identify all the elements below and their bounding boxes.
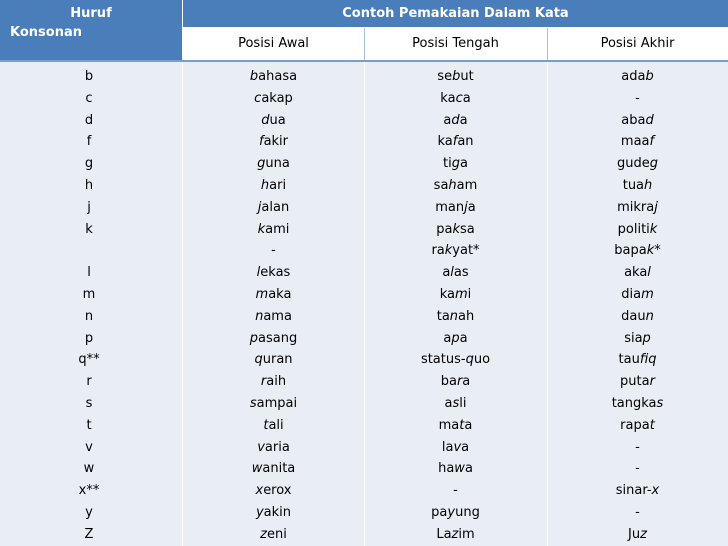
word-part: mikra: [617, 199, 655, 215]
tengah-word-cell: [364, 88, 547, 110]
akhir-word-cell: [547, 240, 728, 262]
letter-cell: [0, 328, 182, 350]
word-part: alan: [261, 199, 290, 215]
word-part: akin: [263, 504, 292, 520]
awal-word-cell: [183, 197, 364, 219]
awal-word-cell: [183, 502, 364, 524]
subheader-divider: [364, 28, 365, 60]
word-part: a: [460, 156, 468, 172]
awal-word-cell: [183, 306, 364, 328]
word-part: man: [435, 199, 465, 215]
word-part: ada: [621, 69, 646, 84]
word-part: dau: [621, 308, 646, 324]
awal-word-cell: [183, 328, 364, 350]
highlighted-consonant: p: [642, 330, 651, 346]
letter-cell: [0, 262, 182, 284]
akhir-word-cell: [547, 328, 728, 350]
word-part: gude: [616, 156, 650, 172]
highlighted-consonant: l: [256, 265, 261, 281]
word-part: sinar-: [615, 483, 652, 499]
highlighted-consonant: h: [260, 177, 270, 193]
highlighted-consonant: g: [257, 156, 266, 172]
letters-column: [0, 66, 182, 546]
highlighted-consonant: k: [452, 221, 460, 237]
tengah-word-cell: [364, 524, 547, 546]
highlighted-consonant: h: [644, 177, 653, 193]
word-part: ampai: [256, 395, 298, 411]
word-part: aba: [621, 112, 646, 128]
tengah-word-cell: [364, 328, 547, 350]
letter-text: Z: [84, 526, 94, 542]
word-part: pa: [436, 221, 453, 237]
word-part: una: [265, 156, 290, 172]
akhir-word-cell: [547, 415, 728, 437]
highlighted-consonant: f: [452, 134, 458, 150]
highlighted-consonant: t: [459, 417, 465, 433]
word-part: la: [441, 439, 454, 455]
word-part: li: [459, 395, 467, 411]
word-part: tua: [622, 177, 645, 193]
letter-text: c: [85, 90, 93, 106]
letter-cell: [0, 393, 182, 415]
highlighted-consonant: b: [645, 69, 654, 84]
akhir-word-cell: [547, 458, 728, 480]
word-part: ba: [440, 374, 457, 390]
word-part: yat*: [452, 243, 480, 259]
contoh-pemakaian-header: Contoh Pemakaian Dalam Kata: [342, 6, 569, 21]
highlighted-consonant: z: [451, 526, 459, 542]
highlighted-consonant: x: [255, 483, 264, 499]
highlighted-consonant: n: [255, 308, 264, 324]
word-part: ah: [458, 308, 475, 324]
word-part: aria: [264, 439, 290, 455]
posisi-akhir-column: [547, 66, 728, 546]
word-part: ama: [263, 308, 292, 324]
tengah-word-cell: [364, 219, 547, 241]
word-part: La: [436, 526, 452, 542]
word-part: rapa: [620, 417, 650, 433]
word-part: pa: [431, 504, 448, 520]
word-part: a: [442, 265, 451, 281]
akhir-word-cell: [547, 131, 728, 153]
word-part: bapa: [614, 243, 647, 259]
akhir-word-cell: [547, 175, 728, 197]
word-part: anita: [262, 461, 296, 477]
word-part: ta: [436, 308, 450, 324]
letter-cell: [0, 88, 182, 110]
word-part: a: [461, 439, 470, 455]
highlighted-consonant: z: [260, 526, 267, 542]
word-part: tau: [618, 352, 640, 368]
letter-cell: [0, 415, 182, 437]
word-part: a: [464, 461, 473, 477]
word-part: as: [453, 265, 469, 281]
letter-text: f: [86, 134, 92, 150]
tengah-word-cell: [364, 415, 547, 437]
posisi-tengah-header: Posisi Tengah: [412, 36, 499, 51]
tengah-word-cell: [364, 153, 547, 175]
tengah-word-cell: [364, 175, 547, 197]
word-part: aka: [624, 265, 648, 281]
tengah-word-cell: [364, 393, 547, 415]
highlighted-consonant: c: [254, 90, 262, 106]
awal-word-cell: [183, 131, 364, 153]
akhir-word-cell: [547, 306, 728, 328]
letter-text: h: [84, 177, 94, 193]
letter-cell: [0, 131, 182, 153]
highlighted-consonant: k: [649, 221, 658, 237]
highlighted-consonant: t: [649, 417, 655, 433]
highlighted-consonant: k: [257, 221, 266, 237]
highlighted-consonant: j: [464, 199, 468, 215]
tengah-word-cell: [364, 502, 547, 524]
highlighted-consonant: y: [255, 504, 264, 520]
letter-cell: [0, 371, 182, 393]
word-part: ami: [265, 221, 290, 237]
highlighted-consonant: y: [447, 504, 456, 520]
word-part: sa: [460, 221, 475, 237]
word-part: erox: [263, 483, 292, 499]
word-part: im: [458, 526, 475, 542]
awal-word-cell: [183, 393, 364, 415]
highlighted-consonant: j: [654, 199, 658, 215]
highlighted-consonant: p: [249, 330, 259, 346]
akhir-word-cell: [547, 66, 728, 88]
awal-word-cell: [183, 349, 364, 371]
huruf-header-line1: Huruf: [70, 6, 112, 21]
highlighted-consonant: q: [254, 352, 263, 368]
akhir-word-cell: [547, 197, 728, 219]
akhir-word-cell: [547, 219, 728, 241]
akhir-word-cell: [547, 393, 728, 415]
highlighted-consonant: fiq: [639, 352, 657, 368]
awal-word-cell: [183, 371, 364, 393]
highlighted-consonant: d: [645, 112, 654, 128]
awal-word-cell: [183, 262, 364, 284]
word-part: am: [456, 177, 478, 193]
word-part: maa: [620, 134, 650, 150]
word-part: aih: [266, 374, 287, 390]
word-part: Ju: [628, 526, 641, 542]
word-part: ut: [460, 69, 474, 84]
highlighted-consonant: t: [263, 417, 269, 433]
letter-cell: [0, 349, 182, 371]
highlighted-consonant: k: [444, 243, 453, 259]
tengah-word-cell: [364, 240, 547, 262]
highlighted-consonant: l: [647, 265, 651, 281]
word-part: puta: [620, 374, 650, 390]
awal-word-cell: [183, 66, 364, 88]
highlighted-consonant: s: [249, 395, 257, 411]
word-part: ka: [437, 134, 453, 150]
highlighted-consonant: j: [257, 199, 262, 215]
word-part: ma: [438, 417, 460, 433]
word-part: tangka: [611, 395, 657, 411]
highlighted-consonant: h: [448, 177, 457, 193]
word-part: akir: [263, 134, 289, 150]
word-part: ra: [431, 243, 445, 259]
akhir-word-cell: [547, 371, 728, 393]
posisi-awal-header: Posisi Awal: [238, 36, 309, 51]
word-part: sia: [624, 330, 643, 346]
letter-text: y: [85, 504, 93, 520]
word-part: ekas: [260, 265, 291, 281]
letter-text: x**: [78, 483, 100, 499]
letter-text: m: [82, 286, 96, 302]
tengah-word-cell: [364, 458, 547, 480]
letter-cell: [0, 175, 182, 197]
letter-cell: [0, 153, 182, 175]
highlighted-consonant: w: [251, 461, 263, 477]
word-part: -: [271, 243, 276, 259]
tengah-word-cell: [364, 66, 547, 88]
letter-cell: [0, 219, 182, 241]
highlighted-consonant: x: [651, 483, 660, 499]
tengah-word-cell: [364, 306, 547, 328]
highlighted-consonant: b: [249, 69, 259, 84]
highlighted-consonant: d: [451, 112, 460, 128]
tengah-word-cell: [364, 110, 547, 132]
highlighted-consonant: v: [453, 439, 462, 455]
word-part: ung: [455, 504, 480, 520]
awal-word-cell: [183, 284, 364, 306]
akhir-word-cell: [547, 153, 728, 175]
word-part: uran: [262, 352, 293, 368]
letter-text: k: [85, 221, 93, 237]
word-part: -: [635, 461, 640, 477]
highlighted-consonant: g: [649, 156, 658, 172]
highlighted-consonant: f: [649, 134, 655, 150]
word-part: status-: [420, 352, 466, 368]
word-part: i: [467, 286, 472, 302]
awal-word-cell: [183, 110, 364, 132]
highlighted-consonant: m: [641, 286, 654, 302]
word-part: a: [443, 330, 452, 346]
highlighted-consonant: n: [645, 308, 654, 324]
highlighted-consonant: r: [260, 374, 267, 390]
highlighted-consonant: n: [449, 308, 459, 324]
akhir-word-cell: [547, 88, 728, 110]
letter-text: d: [84, 112, 94, 128]
akhir-word-cell: [547, 502, 728, 524]
akhir-word-cell: [547, 262, 728, 284]
highlighted-consonant: g: [451, 156, 460, 172]
awal-word-cell: [183, 88, 364, 110]
awal-word-cell: [183, 415, 364, 437]
highlighted-consonant: s: [452, 395, 460, 411]
awal-word-cell: [183, 175, 364, 197]
word-part: ti: [443, 156, 452, 172]
letter-cell: [0, 66, 182, 88]
highlighted-consonant: k: [646, 243, 655, 259]
word-part: ali: [268, 417, 284, 433]
posisi-awal-column: [183, 66, 364, 546]
highlighted-consonant: f: [258, 134, 264, 150]
awal-word-cell: [183, 480, 364, 502]
letter-text: g: [84, 156, 94, 172]
tengah-word-cell: [364, 284, 547, 306]
word-part: a: [462, 90, 471, 106]
letter-cell: [0, 502, 182, 524]
highlighted-consonant: m: [255, 286, 269, 302]
word-part: uo: [473, 352, 491, 368]
tengah-word-cell: [364, 131, 547, 153]
letter-cell: [0, 284, 182, 306]
word-part: asang: [258, 330, 298, 346]
letter-cell: [0, 110, 182, 132]
posisi-tengah-column: [364, 66, 547, 546]
highlighted-consonant: z: [640, 526, 647, 542]
akhir-word-cell: [547, 437, 728, 459]
akhir-word-cell: [547, 480, 728, 502]
letter-text: b: [84, 69, 94, 84]
word-part: ka: [440, 90, 456, 106]
letter-cell: [0, 240, 182, 262]
awal-word-cell: [183, 153, 364, 175]
word-part: akap: [261, 90, 293, 106]
word-part: dia: [621, 286, 642, 302]
letter-text: t: [86, 417, 92, 433]
letter-text: s: [85, 395, 93, 411]
word-part: eni: [266, 526, 287, 542]
word-part: a: [443, 112, 452, 128]
letter-text: v: [85, 439, 93, 455]
word-part: a: [444, 395, 453, 411]
word-part: a: [464, 417, 473, 433]
akhir-word-cell: [547, 110, 728, 132]
awal-word-cell: [183, 524, 364, 546]
word-part: -: [635, 504, 640, 520]
letter-cell: [0, 480, 182, 502]
word-part: ari: [269, 177, 287, 193]
awal-word-cell: [183, 240, 364, 262]
huruf-header-line2: Konsonan: [10, 25, 82, 40]
letter-cell: [0, 437, 182, 459]
akhir-word-cell: [547, 284, 728, 306]
word-part: *: [654, 243, 661, 259]
highlighted-consonant: v: [257, 439, 265, 455]
letter-text: p: [84, 330, 94, 346]
word-part: ka: [439, 286, 455, 302]
highlighted-consonant: l: [450, 265, 454, 281]
letter-text: w: [83, 461, 95, 477]
word-part: a: [467, 199, 476, 215]
highlighted-consonant: w: [454, 461, 465, 477]
letter-text: j: [87, 199, 91, 215]
word-part: ua: [269, 112, 286, 128]
tengah-word-cell: [364, 197, 547, 219]
akhir-word-cell: [547, 349, 728, 371]
highlighted-consonant: r: [649, 374, 655, 390]
word-part: a: [459, 112, 468, 128]
letter-cell: [0, 306, 182, 328]
letter-text: n: [84, 308, 94, 324]
word-part: ahasa: [258, 69, 298, 84]
word-part: politi: [617, 221, 650, 237]
word-part: -: [635, 90, 640, 106]
awal-word-cell: [183, 219, 364, 241]
tengah-word-cell: [364, 349, 547, 371]
highlighted-consonant: c: [455, 90, 463, 106]
word-part: a: [462, 374, 471, 390]
letter-cell: [0, 458, 182, 480]
highlighted-consonant: m: [454, 286, 468, 302]
highlighted-consonant: q: [465, 352, 474, 368]
highlighted-consonant: s: [656, 395, 664, 411]
letter-text: q**: [78, 352, 100, 368]
letter-cell: [0, 197, 182, 219]
word-part: se: [437, 69, 453, 84]
word-part: aka: [268, 286, 292, 302]
awal-word-cell: [183, 437, 364, 459]
tengah-word-cell: [364, 437, 547, 459]
word-part: ha: [438, 461, 455, 477]
subheader-divider: [547, 28, 548, 60]
letter-cell: [0, 524, 182, 546]
word-part: -: [453, 483, 458, 499]
letter-text: r: [86, 374, 92, 390]
word-part: an: [457, 134, 474, 150]
tengah-word-cell: [364, 371, 547, 393]
highlighted-consonant: p: [451, 330, 460, 346]
word-part: sa: [433, 177, 449, 193]
tengah-word-cell: [364, 262, 547, 284]
word-part: -: [635, 439, 640, 455]
awal-word-cell: [183, 458, 364, 480]
highlighted-consonant: b: [452, 69, 461, 84]
word-part: a: [459, 330, 468, 346]
highlighted-consonant: r: [456, 374, 463, 390]
highlighted-consonant: d: [261, 112, 270, 128]
tengah-word-cell: [364, 480, 547, 502]
akhir-word-cell: [547, 524, 728, 546]
letter-text: l: [87, 265, 91, 281]
posisi-akhir-header: Posisi Akhir: [600, 36, 675, 51]
